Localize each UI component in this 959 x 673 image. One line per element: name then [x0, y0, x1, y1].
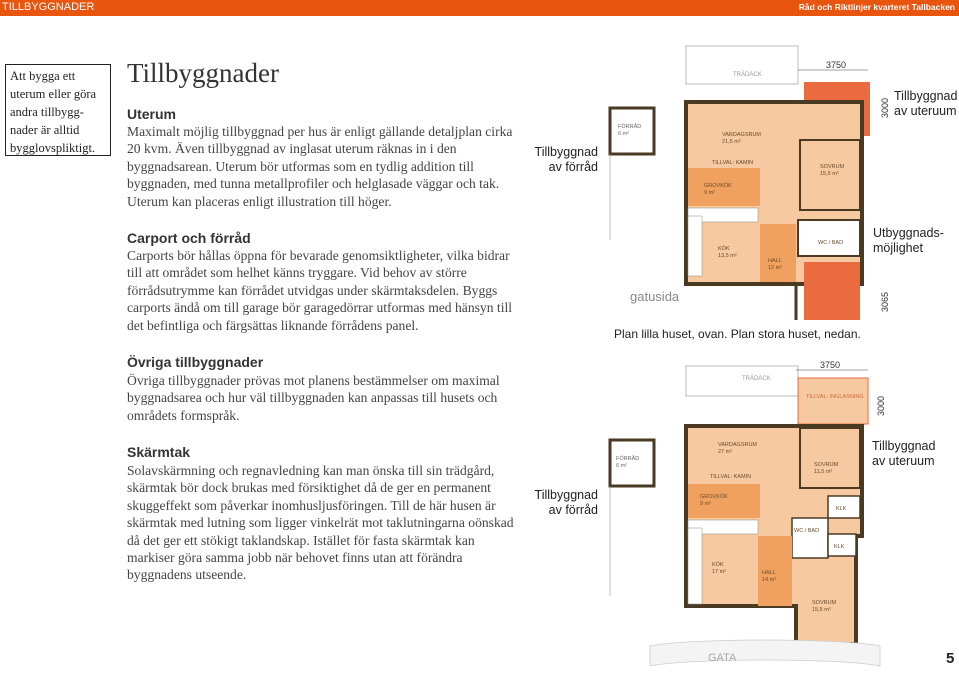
room-vardagsrum-area: 21,5 m² — [722, 139, 741, 145]
kitchen-counter-side — [688, 216, 702, 276]
deck-outline — [686, 46, 798, 84]
deck-label-2: TRÄDÄCK — [742, 376, 771, 382]
text-skarmtak: Solavskärmning och regnavledning kan man önska till sin trädgård, skärmtak bör dock brukas med försiktighet då de ger en permanent skuggeffekt som påverkar inomhusljusföringen. Till de här husen är skärmtak med lutning som ligger vinkelrät mot taklutningarna oönskad då det ger ett stökigt taklandskap. Istället för fasta skärmtak kan markiser göra samma jobb när behovet finns utan att förändra byggnadens utseende. — [127, 463, 514, 583]
room-sovrum-2a-label: SOVRUM — [814, 462, 839, 468]
room-grovkok-area: 9 m² — [704, 190, 715, 196]
room-vardagsrum-2-label: VARDAGSRUM — [718, 442, 758, 448]
room-grovkok-2-label: GROVKÖK — [700, 494, 728, 500]
tillval-label-2: TILLVAL: KAMIN — [710, 474, 752, 480]
gata-label: GATA — [708, 652, 737, 664]
room-vardagsrum-2-area: 27 m² — [718, 449, 733, 455]
room-sovrum-2b-label: SOVRUM — [812, 600, 837, 606]
room-forrad-2-area: 6 m² — [616, 463, 627, 469]
room-forrad-area: 6 m² — [618, 131, 629, 137]
room-sovrum-label: SOVRUM — [820, 164, 845, 170]
deck-label: TRÄDÄCK — [733, 72, 762, 78]
room-grovkok-2 — [688, 484, 760, 518]
room-hall-area: 12 m² — [768, 265, 783, 271]
room-hall-label: HALL — [768, 258, 782, 264]
dim-width: 3750 — [826, 60, 847, 70]
heading-ovriga: Övriga tillbyggnader — [127, 354, 264, 370]
dim-depth: 3000 — [880, 97, 890, 118]
heading-uterum: Uterum — [127, 106, 177, 122]
room-sovrum-2b-area: 15,5 m² — [812, 607, 831, 613]
kitchen-counter-side-2 — [688, 528, 702, 604]
room-vardagsrum-label: VARDAGSRUM — [722, 132, 762, 138]
room-kok-2-area: 17 m² — [712, 569, 727, 575]
heading-carport: Carport och förråd — [127, 230, 251, 246]
room-klk-2-label: KLK — [834, 544, 845, 550]
room-wc-2-label: WC / BAD — [794, 528, 820, 534]
room-sovrum-2a — [800, 428, 860, 488]
label-forrad-1: Tillbyggnad av förråd — [534, 145, 598, 174]
text-carport: Carports bör hållas öppna för bevarade genomsiktligheter, vilka bidrar till att området som helhet känns tryggare. Vid behov av större förrådsutrymme kan förrådet utvidgas under skärmtaksdelen. Byggs carports ändå om till garage bör garagedörrar utformas med hänsyn till det befintliga och färgsättas liknande förrådens panel. — [127, 248, 513, 333]
room-hall-2-area: 14 m² — [762, 577, 777, 583]
utbyggnad-extension — [804, 262, 860, 320]
section-title: TILLBYGGNADER — [2, 1, 95, 13]
heading-skarmtak: Skärmtak — [127, 444, 191, 460]
room-hall-2-label: HALL — [762, 570, 776, 576]
label-utbyggnad: Utbyggnads-möjlighet — [873, 226, 944, 255]
floor-plan-large — [600, 356, 890, 673]
dim-depth-2: 3000 — [876, 395, 886, 416]
inglasning-extension — [798, 378, 868, 424]
room-kok-2-label: KÖK — [712, 562, 724, 568]
room-grovkok-2-area: 9 m² — [700, 501, 711, 507]
room-hall — [760, 224, 796, 282]
page-title: Tillbyggnader — [127, 58, 280, 88]
tillval-label: TILLVAL: KAMIN — [712, 160, 754, 166]
label-forrad-2: Tillbyggnad av förråd — [534, 488, 598, 517]
dim-depth2: 3065 — [880, 291, 890, 312]
label-uterum-1: Tillbyggnad av uteruum — [894, 89, 958, 118]
document-title: Råd och Riktlinjer kvarteret Tallbacken — [798, 2, 955, 12]
header-bar — [0, 0, 959, 16]
room-kok-label: KÖK — [718, 246, 730, 252]
room-wc-2 — [792, 518, 828, 558]
room-forrad-label: FÖRRÅD — [618, 124, 642, 130]
text-uterum: Maximalt möjlig tillbyggnad per hus är enligt gällande detaljplan cirka 20 kvm. Även tillbyggnad av inglasat uterum räknas in i den byggnadsarean. Uterum bör utformas som en tydlig addition till byggnaden, med tunna metallprofiler och helglasade väggar och tak. Uterum kan placeras enligt illustration till höger. — [127, 124, 513, 209]
room-klk-1-label: KLK — [836, 506, 847, 512]
label-uterum-2: Tillbyggnad av uteruum — [872, 439, 936, 468]
room-wc — [798, 220, 860, 256]
inglasning-label: TILLVAL: INGLASNING — [806, 394, 864, 400]
page-number: 5 — [946, 650, 955, 667]
room-forrad-2-label: FÖRRÅD — [616, 456, 640, 462]
room-sovrum-2a-area: 11,5 m² — [814, 469, 833, 475]
room-grovkok-label: GROVKÖK — [704, 183, 732, 189]
room-kok-area: 13,5 m² — [718, 253, 737, 259]
gatusida-label: gatusida — [630, 289, 680, 304]
room-wc-label: WC / BAD — [818, 240, 844, 246]
note-box — [5, 64, 111, 156]
text-ovriga: Övriga tillbyggnader prövas mot planens bestämmelser om maximal byggnadsarea och hur väl tillbyggnaden kan anpassas till husets och områdets formspråk. — [127, 373, 500, 423]
dim-width-2: 3750 — [820, 360, 841, 370]
floor-plan-small — [600, 40, 890, 330]
plan-caption: Plan lilla huset, ovan. Plan stora huset, nedan. — [614, 327, 861, 341]
room-sovrum-area: 15,5 m² — [820, 171, 839, 177]
room-forrad — [610, 108, 654, 154]
street-shape — [650, 640, 880, 666]
note-text: Att bygga ett uterum eller göra andra tillbygg-nader är alltid bygglovspliktigt. — [10, 69, 97, 155]
